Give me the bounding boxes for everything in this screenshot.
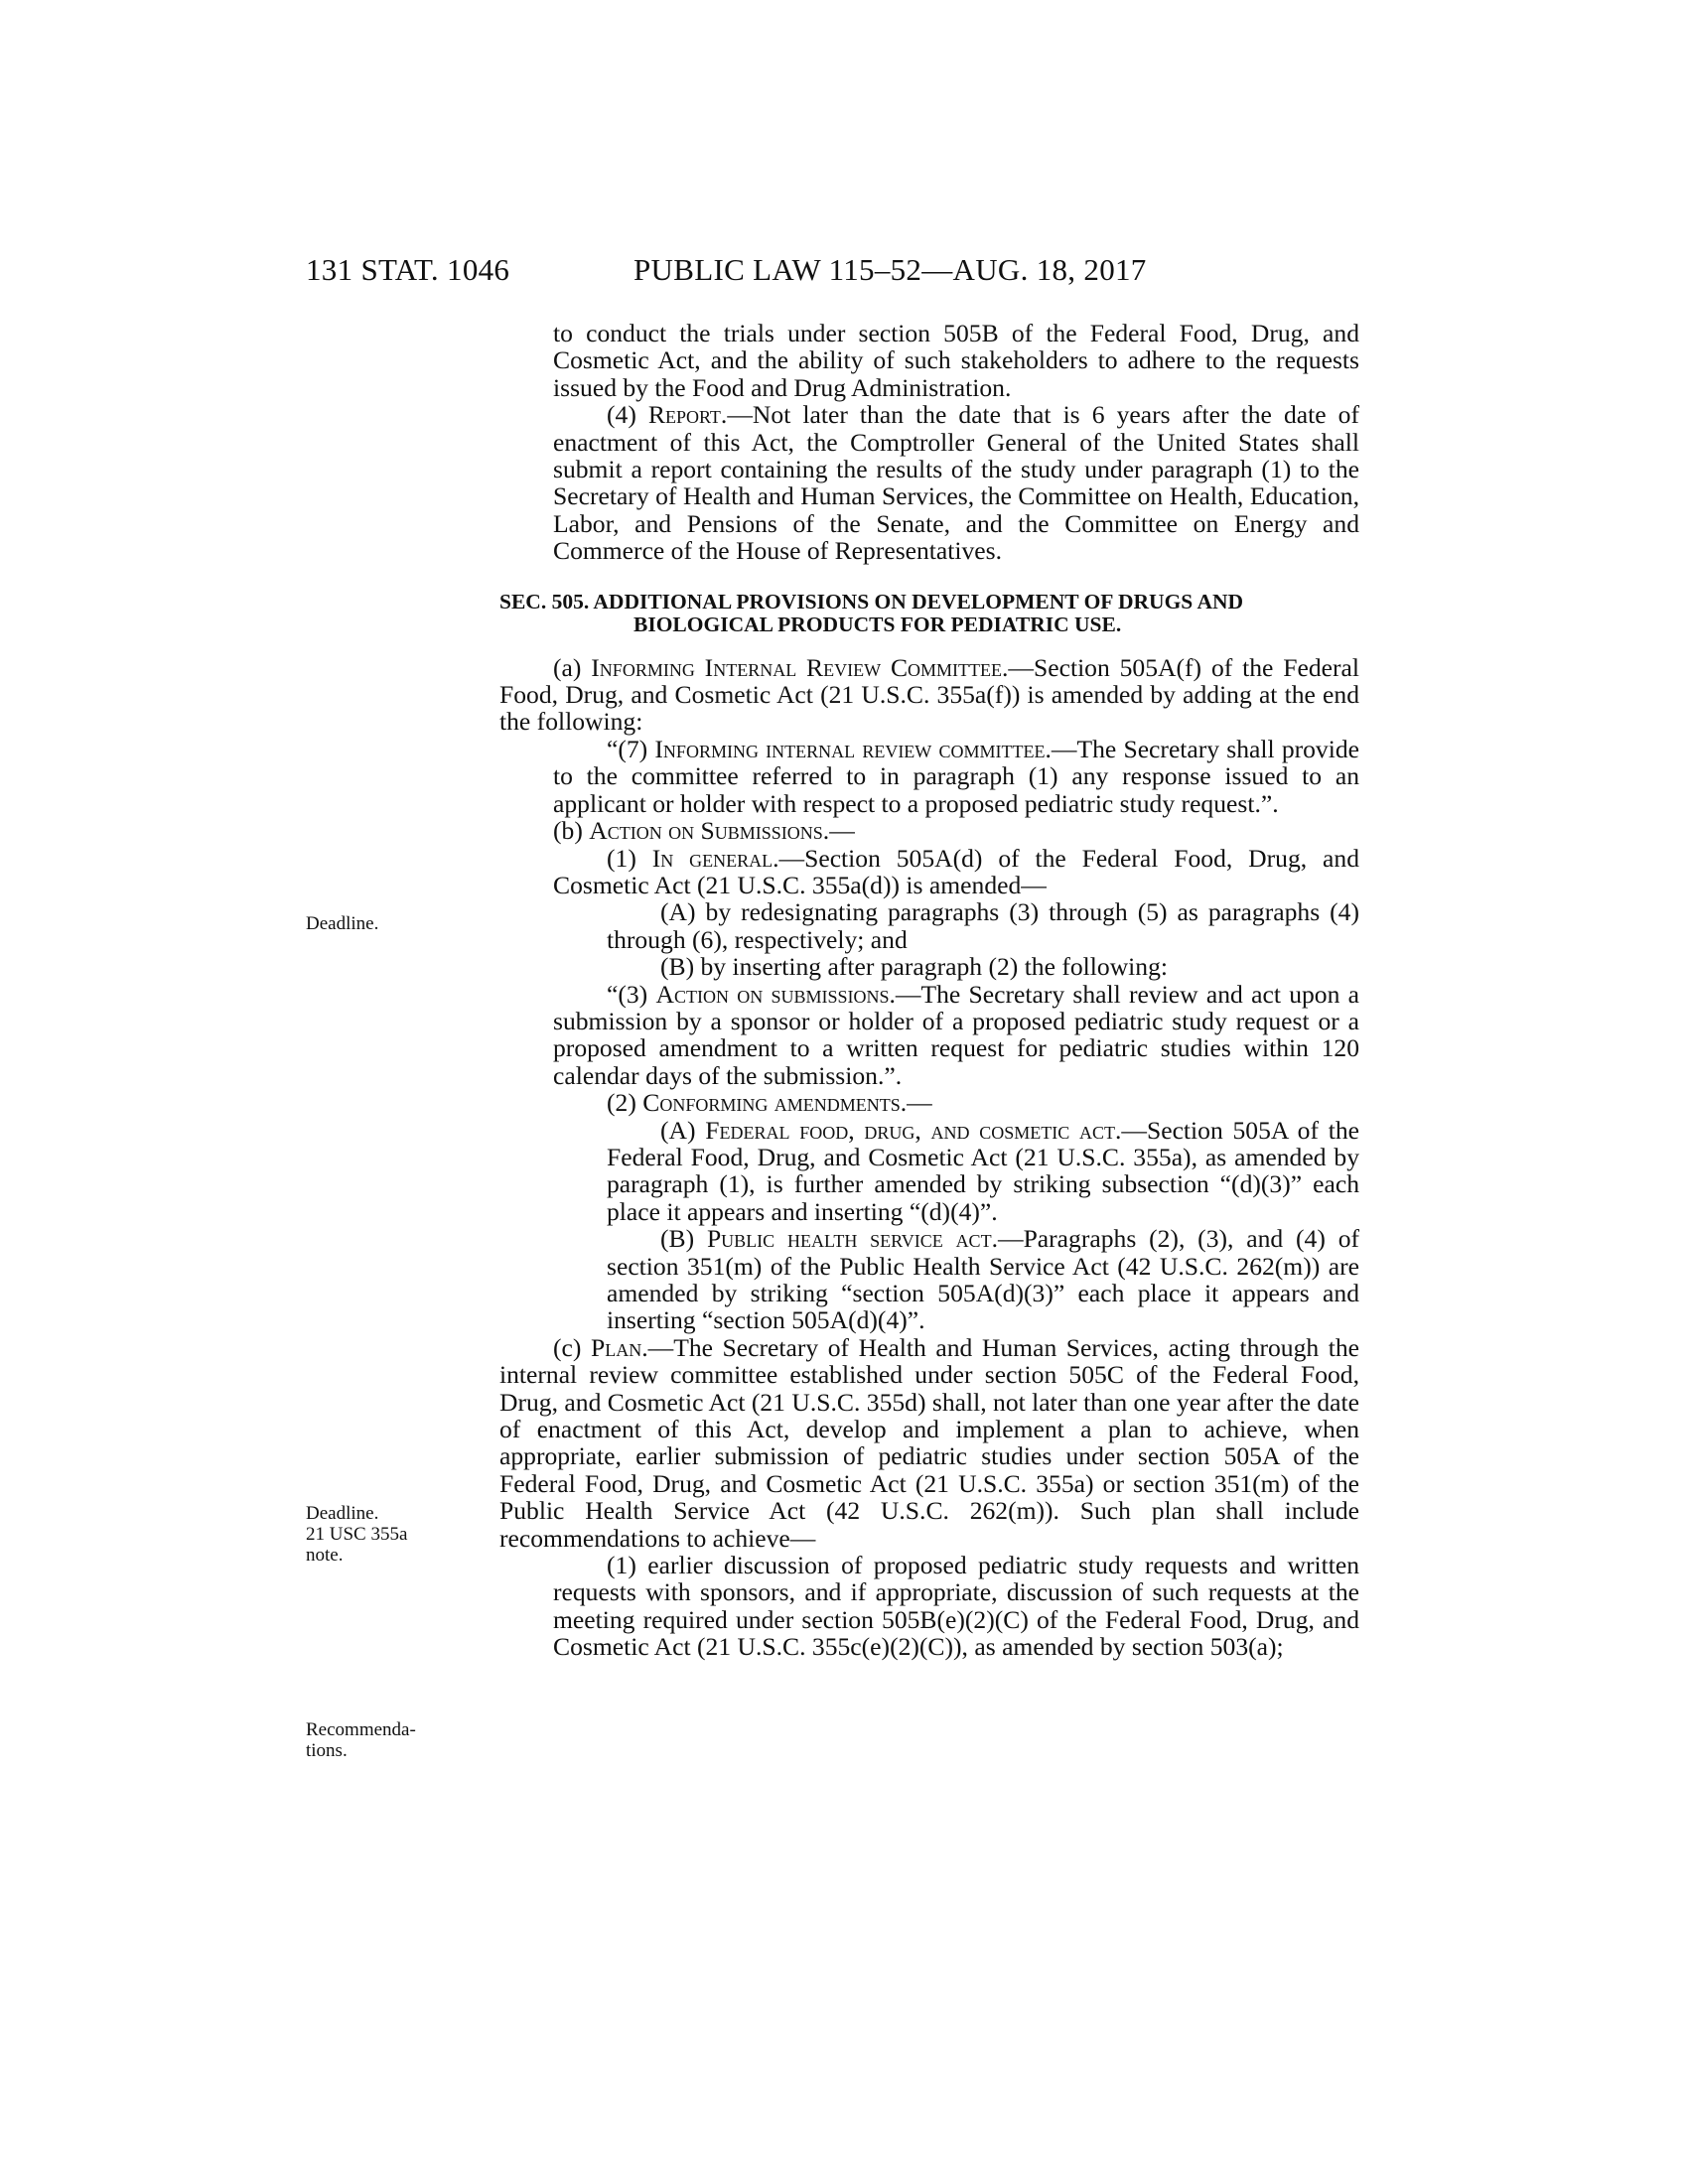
- para-text: .—: [822, 816, 855, 846]
- para-heading: Informing internal review committee: [654, 734, 1046, 763]
- paragraph-b1: [499, 845, 1359, 899]
- section-heading-line-2: BIOLOGICAL PRODUCTS FOR PEDIATRIC USE.: [633, 612, 1122, 636]
- para-number: (a): [553, 652, 592, 682]
- para-heading: Action on Submissions: [589, 816, 823, 846]
- section-heading: [499, 591, 1359, 636]
- para-heading: In general: [651, 843, 774, 873]
- section-heading-line-1: SEC. 505. ADDITIONAL PROVISIONS ON DEVELOPMENT OF DRUGS AND: [499, 589, 1244, 614]
- para-text: .—Section 505A(f) of the Federal Food, Drug, and Cosmetic Act (21 U.S.C. 355a(f)) is amended by adding at the end the following:: [499, 652, 1359, 737]
- margin-note-line: Deadline.: [306, 1503, 379, 1524]
- para-text: .—Not later than the date that is 6 years after the date of enactment of this Act, the Comptroller General of the United States shall submit a report containing the results of the study under paragraph (1) to the Secretary of Health and Human Services, the Committee on Health, Education, Labor, and Pensions of the Senate, and the Committee on Energy and Commerce of the House of Representatives.: [553, 400, 1359, 566]
- para-heading: Action on submissions: [655, 979, 890, 1009]
- paragraph-continuation: to conduct the trials under section 505B of the Federal Food, Drug, and Cosmetic Act, and the ability of such stakeholders to adhere to the requests issued by the Food and Drug Administration.: [553, 319, 1359, 402]
- paragraph-c1: (1) earlier discussion of proposed pediatric study requests and written requests with sponsors, and if appropriate, discussion of such requests at the meeting required under section 505B(e)(2)(C) of the Federal Food, Drug, and Cosmetic Act (21 U.S.C. 355c(e)(2)(C)), as amended by section 503(a);: [553, 1551, 1359, 1662]
- margin-note-deadline: [306, 913, 445, 934]
- para-number: (b): [553, 816, 590, 846]
- margin-note-line: Recommenda-: [306, 1719, 416, 1740]
- para-heading: Report: [647, 400, 721, 430]
- subsection-c: [499, 1334, 1359, 1552]
- subparagraph-b1-B: (B) by inserting after paragraph (2) the following:: [660, 952, 1169, 982]
- paragraph-4-report: [499, 401, 1359, 564]
- para-number: (1): [607, 843, 652, 873]
- para-heading: Federal food, drug, and cosmetic act: [705, 1115, 1115, 1145]
- subsection-b: [499, 817, 1359, 844]
- margin-note-line: note.: [306, 1545, 344, 1566]
- para-number: (A): [660, 1115, 706, 1145]
- para-text: .—: [900, 1088, 932, 1118]
- para-number: (B): [660, 1224, 707, 1254]
- margin-note-text: Deadline.: [306, 913, 379, 934]
- stat-page-number: 131 STAT. 1046: [306, 252, 510, 287]
- para-number: (c): [553, 1332, 591, 1362]
- margin-note-deadline-usc: [306, 1503, 445, 1566]
- quoted-paragraph-7: [499, 736, 1359, 817]
- subparagraph-b2-A: [499, 1117, 1359, 1226]
- para-text: .—Section 505A(d) of the Federal Food, Drug, and Cosmetic Act (21 U.S.C. 355a(d)) is amended—: [553, 843, 1359, 899]
- running-head: PUBLIC LAW 115–52—AUG. 18, 2017: [633, 252, 1147, 287]
- statute-body: [499, 320, 1359, 1661]
- para-text: .—The Secretary of Health and Human Services, acting through the internal review committee established under section 505C of the Federal Food, Drug, and Cosmetic Act (21 U.S.C. 355d) shall, not later than one year after the date of enactment of this Act, develop and implement a plan to achieve, when appropriate, earlier submission of pediatric studies under section 505A of the Federal Food, Drug, and Cosmetic Act (21 U.S.C. 355a) or section 351(m) of the Public Health Service Act (42 U.S.C. 262(m)). Such plan shall include recommendations to achieve—: [499, 1332, 1359, 1553]
- para-number: “(3): [607, 979, 656, 1009]
- margin-note-recommendations: [306, 1719, 445, 1761]
- para-number: “(7): [607, 734, 655, 763]
- para-heading: Public health service act: [706, 1224, 992, 1254]
- subparagraph-b1-A: (A) by redesignating paragraphs (3) through (5) as paragraphs (4) through (6), respectively; and: [607, 897, 1359, 954]
- subsection-a: [499, 654, 1359, 736]
- paragraph-b2: [499, 1089, 1359, 1116]
- para-number: (4): [607, 400, 648, 430]
- page-header: [306, 252, 1388, 292]
- quoted-paragraph-3: [499, 981, 1359, 1090]
- para-heading: Informing Internal Review Committee: [591, 652, 1003, 682]
- para-heading: Plan: [590, 1332, 642, 1362]
- para-text: .—The Secretary shall provide to the committee referred to in paragraph (1) any response issued to an applicant or holder with respect to a proposed pediatric study request.”.: [553, 734, 1359, 818]
- para-text: .—Paragraphs (2), (3), and (4) of section 351(m) of the Public Health Service Act (42 U.S.C. 262(m)) are amended by striking “section 505A(d)(3)” each place it appears and inserting “section 505A(d)(4)”.: [607, 1224, 1360, 1335]
- para-text: .—Section 505A of the Federal Food, Drug, and Cosmetic Act (21 U.S.C. 355a), as amended by paragraph (1), is further amended by striking subsection “(d)(3)” each place it appears and inserting “(d)(4)”.: [607, 1115, 1359, 1226]
- para-heading: Conforming amendments: [642, 1088, 901, 1118]
- margin-note-line: 21 USC 355a: [306, 1524, 408, 1545]
- para-number: (2): [607, 1088, 643, 1118]
- para-text: .—The Secretary shall review and act upon a submission by a sponsor or holder of a proposed pediatric study request or a proposed amendment to a written request for pediatric studies within 120 calendar days of the submission.”.: [553, 979, 1359, 1090]
- subparagraph-b2-B: [499, 1225, 1359, 1334]
- margin-note-line: tions.: [306, 1740, 348, 1761]
